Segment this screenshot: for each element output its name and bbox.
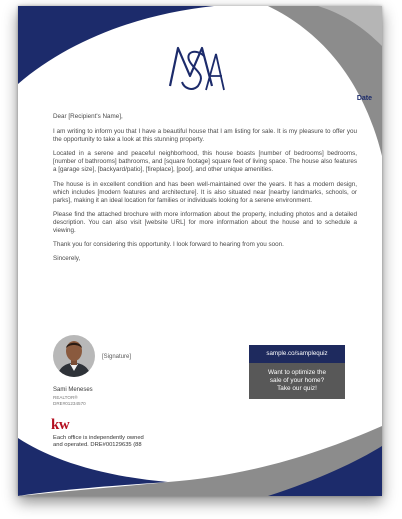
msa-monogram-logo — [166, 42, 226, 94]
date-label: Date — [356, 95, 372, 102]
paragraph-condition: The house is in excellent condition and has been well-maintained over the years. It has a modern design, which includes [modern features and architecture]. It is also situated near [nearby landmarks, schools, or parks], making it an ideal location for families or individuals looking for a serene environment. — [53, 180, 357, 204]
agent-avatar — [53, 335, 95, 377]
paragraph-intro: I am writing to inform you that I have a beautiful house that I am listing for sale. It is my pleasure to offer you the opportunity to take a look at this stunning property. — [53, 128, 357, 144]
agent-title: REALTOR® — [53, 395, 78, 400]
letter-page — [18, 6, 382, 496]
paragraph-brochure: Please find the attached brochure with more information about the property, including photos and a detailed description. You can also visit [website URL] for more information about the house and to schedule a viewing. — [53, 210, 357, 235]
quiz-callout-line-3: Take our quiz! — [277, 385, 317, 392]
signature-placeholder: [Signature] — [102, 354, 132, 360]
letter-body — [53, 113, 357, 269]
quiz-callout-line-1: Want to optimize the — [267, 369, 326, 376]
quiz-url-banner[interactable]: sample.co/samplequiz — [249, 345, 345, 363]
office-note-line-1: Each office is independently owned — [53, 435, 144, 441]
salutation: Dear [Recipient's Name], — [53, 113, 123, 120]
paragraph-thanks: Thank you for considering this opportunity. I look forward to hearing from you soon. — [53, 241, 284, 249]
agent-name: Sami Meneses — [53, 387, 93, 393]
kw-logo: kw — [51, 417, 70, 433]
office-note-line-2: and operated. DRE#00129635 (88 — [53, 442, 142, 448]
agent-credentials — [53, 395, 86, 407]
quiz-callout[interactable] — [249, 363, 345, 399]
closing: Sincerely, — [53, 255, 81, 263]
agent-photo — [53, 335, 95, 377]
office-disclaimer — [53, 435, 144, 449]
quiz-callout-line-2: sale of your home? — [269, 377, 325, 384]
paragraph-location: Located in a serene and peaceful neighborhood, this house boasts [number of bedrooms] bedrooms, [number of bathrooms] bathrooms, and [square footage] square feet of living space. The house also features a [garage size], [backyard/patio], [fireplace], [pool], and other unique amenities. — [53, 150, 357, 174]
agent-license: DRE#01234570 — [53, 401, 86, 406]
